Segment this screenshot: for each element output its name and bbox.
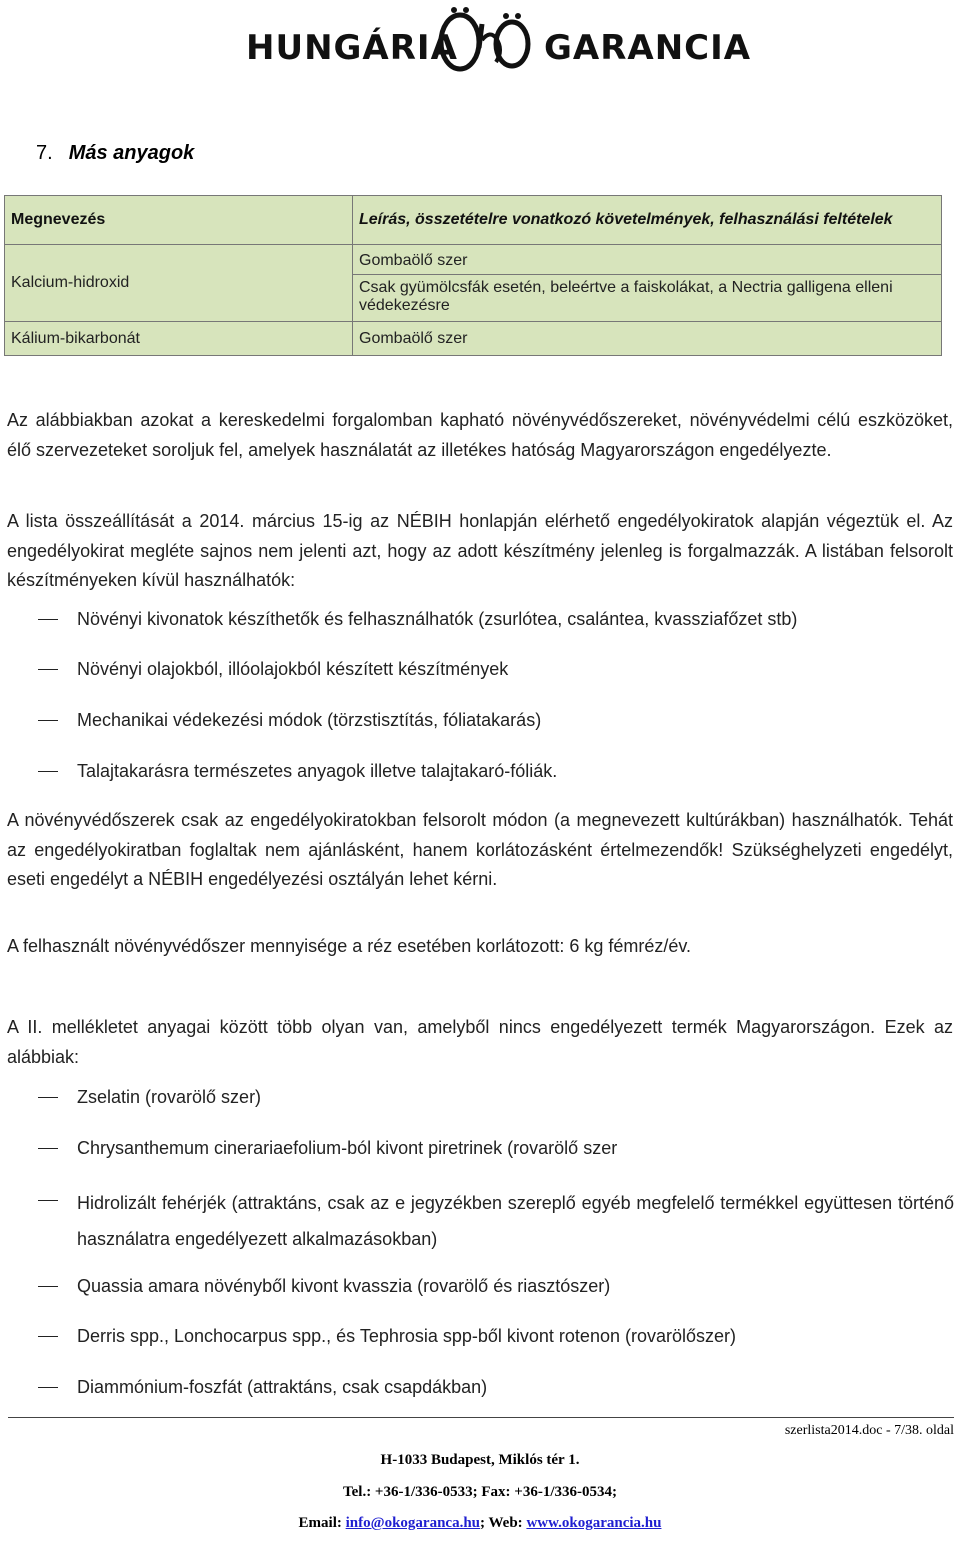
section-number: 7. [36, 142, 53, 164]
list-item-text: Növényi kivonatok készíthetők és felhasználhatók (zsurlótea, csalántea, kvassziafőzet stb) [77, 609, 798, 629]
table-header-description: Leírás, összetételre vonatkozó követelmények, felhasználási feltételek [353, 196, 942, 245]
paragraph-intro: Az alábbiakban azokat a kereskedelmi forgalomban kapható növényvédőszereket, növényvédelmi célú eszközöket, élő szervezeteket soroljuk fel, amelyek használatát az illetékes hatóság Magyarországon engedélyezte. [7, 410, 953, 460]
logo-text-left: HUNGÁRIA [246, 28, 458, 68]
section-title-text: Más anyagok [68, 142, 195, 164]
svg-text:ÖKO: ÖKO [416, 2, 419, 3]
list-item-text: Diammónium-foszfát (attraktáns, csak csapdákban) [77, 1377, 488, 1397]
list-item-text: Quassia amara növényből kivont kvasszia (rovarölő és riasztószer) [77, 1276, 611, 1296]
paragraph-copper-limit: A felhasznált növényvédőszer mennyisége a réz esetében korlátozott: 6 kg fémréz/év. [7, 936, 692, 956]
description-line: Csak gyümölcsfák esetén, beleértve a faiskolákat, a Nectria galligena elleni védekezésre [359, 278, 893, 314]
table-header-row [5, 196, 942, 245]
footer-phone: Tel.: +36-1/336-0533; Fax: +36-1/336-0534; [342, 1484, 617, 1500]
email-link[interactable]: info@okogaranca.hu [345, 1515, 481, 1531]
list-item-text: Zselatin (rovarölő szer) [77, 1087, 262, 1107]
table-cell-description: Gombaölő szer [353, 322, 942, 356]
logo-text-right: GARANCIA [544, 28, 752, 68]
logo-header [0, 0, 960, 80]
list-item-text: Hidrolizált fehérjék (attraktáns, csak az e jegyzékben szereplő egyéb megfelelő termékkel együttesen történő használatra engedélyezett alkalmazásokban) [77, 1193, 954, 1249]
table-row [5, 245, 942, 322]
table-row [5, 322, 942, 356]
table-header-name: Megnevezés [5, 196, 353, 245]
table-cell-name: Kalcium-hidroxid [5, 245, 353, 322]
list-item-text: Derris spp., Lonchocarpus spp., és Tephrosia spp-ből kivont rotenon (rovarölőszer) [77, 1326, 736, 1346]
email-label: Email: [298, 1515, 342, 1531]
list-item-text: Növényi olajokból, illóolajokból készített készítmények [77, 659, 509, 679]
list-item-text: Chrysanthemum cinerariaefolium-ból kivont piretrinek (rovarölő szer [77, 1138, 618, 1158]
list-item-text: Talajtakarásra természetes anyagok illetve talajtakaró-fóliák. [77, 761, 558, 781]
paragraph-list-info: A lista összeállítását a 2014. március 15-ig az NÉBIH honlapján elérhető engedélyokiratok alapján végeztük el. Az engedélyokirat megléte sajnos nem jelenti azt, hogy az adott készítmény jelenleg is forgalmazzák. A listában felsorolt készítményeken kívül használhatók: [7, 511, 953, 590]
page-number: szerlista2014.doc - 7/38. oldal [784, 1423, 954, 1438]
table-cell-name: Kálium-bikarbonát [5, 322, 353, 356]
section-title [36, 142, 194, 165]
table-cell-description [353, 245, 942, 322]
web-label: ; Web: [480, 1515, 523, 1531]
list-item-text: Mechanikai védekezési módok (törzstisztítás, fóliatakarás) [77, 710, 542, 730]
oko-logo-icon [416, 2, 540, 78]
web-link[interactable]: www.okogarancia.hu [526, 1515, 662, 1531]
footer-contact [0, 1515, 960, 1532]
footer-address: H-1033 Budapest, Miklós tér 1. [380, 1452, 580, 1468]
paragraph-annex: A II. mellékletet anyagai között több olyan van, amelyből nincs engedélyezett termék Magyarországon. Ezek az alábbiak: [7, 1017, 953, 1067]
description-line: Gombaölő szer [353, 248, 941, 275]
materials-table [4, 195, 942, 356]
paragraph-usage: A növényvédőszerek csak az engedélyokiratokban felsorolt módon (a megnevezett kultúrákban) használhatók. Tehát az engedélyokiratban foglaltak nem ajánlásként, hanem korlátozásként értelmezendők! Szükséghelyzeti engedélyt, eseti engedélyt a NÉBIH engedélyezési osztályán lehet kérni. [7, 810, 953, 889]
footer-divider [8, 1417, 954, 1418]
